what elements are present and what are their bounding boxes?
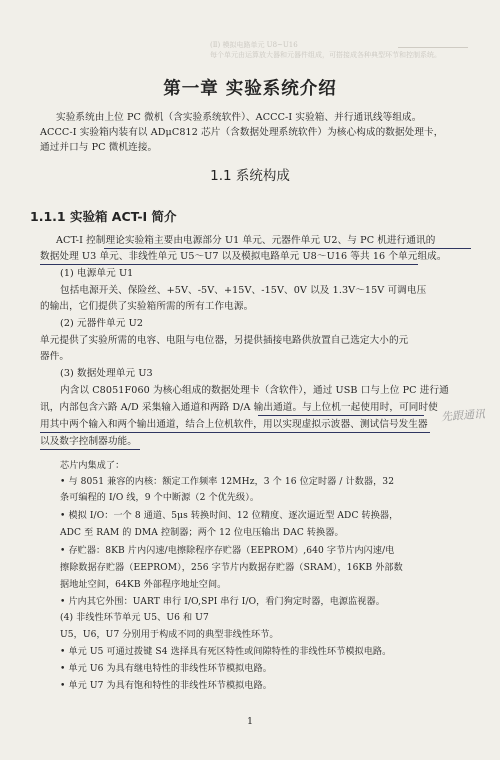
u1-heading: (1) 电源单元 U1	[60, 268, 134, 279]
handwritten-note: 先跟通讯	[440, 407, 486, 424]
chip-bullet-line: ADC 至 RAM 的 DMA 控制器；两个 12 位电压输出 DAC 转换器。	[60, 528, 344, 538]
u4-bullet: • 单元 U5 可通过拨键 S4 选择具有死区特性或间隙特性的非线性环节模拟电路。	[60, 647, 392, 657]
chip-bullet-line: • 与 8051 兼容的内核：额定工作频率 12MHz，3 个 16 位定时器 / 计数器，32	[60, 477, 395, 487]
bleed-through-line: (Ⅱ) 模拟电路单元 U8~U16	[210, 41, 298, 49]
u4-heading: (4) 非线性环节单元 U5、U6 和 U7	[60, 613, 209, 623]
u2-heading: (2) 元器件单元 U2	[60, 318, 144, 329]
chip-heading: 芯片内集成了：	[60, 461, 125, 471]
pen-underline	[40, 432, 430, 433]
intro-line-2: ACCC-I 实验箱内装有以 ADμC812 芯片（含数据处理系统软件）为核心构成的数据处理卡，	[40, 127, 444, 138]
chip-bullet-line: • 存贮器：8KB 片内闪速/电擦除程序存贮器（EEPROM）,640 字节片内闪速/电	[60, 546, 395, 556]
subsection-title: 1.1.1 实验箱 ACT-I 简介	[30, 209, 177, 224]
chip-bullet-line: • 模拟 I/O：一个 8 通道、5μs 转换时间、12 位精度、逐次逼近型 ADC 转换器，	[60, 511, 399, 521]
u3-line-2: 讯，内部包含六路 A/D 采集输入通道和两路 D/A 输出通道。与上位机一起使用时，可同时使	[40, 402, 438, 413]
u2-line-1: 单元提供了实验所需的电容、电阻与电位器，另提供插接电路供放置自己选定大小的元	[40, 335, 409, 346]
pen-underline	[40, 449, 140, 450]
u3-line-3: 用其中两个输入和两个输出通道，结合上位机软件，用以实现虚拟示波器、测试信号发生器	[40, 419, 428, 430]
chip-bullet-line: 条可编程的 I/O 线，9 个中断源（2 个优先级）。	[60, 493, 260, 503]
u2-line-2: 器件。	[40, 351, 70, 362]
section-title: 1.1 系统构成	[210, 168, 290, 184]
intro-line-1: 实验系统由上位 PC 微机（含实验系统软件）、ACCC-I 实验箱、并行通讯线等组成。	[56, 112, 422, 123]
pen-underline	[104, 248, 471, 249]
para1-line-1: ACT-I 控制理论实验箱主要由电源部分 U1 单元、元器件单元 U2、与 PC 机进行通讯的	[56, 235, 436, 246]
pen-underline	[40, 264, 418, 265]
u1-line-1: 包括电源开关、保险丝、+5V、-5V、+15V、-15V、0V 以及 1.3V～15V 可调电压	[60, 285, 427, 296]
chapter-title: 第一章 实验系统介绍	[163, 79, 337, 99]
chip-bullet-line: 据地址空间，64KB 外部程序地址空间。	[60, 580, 227, 590]
u3-line-1: 内含以 C8051F060 为核心组成的数据处理卡（含软件），通过 USB 口与上位 PC 进行通	[60, 385, 449, 396]
bleed-through-line: 每个单元由运算放大器和元器件组成，可搭接成各种典型环节和控制系统。	[210, 51, 441, 59]
u4-bullet: • 单元 U6 为具有继电特性的非线性环节模拟电路。	[60, 664, 272, 674]
chip-bullet-line: • 片内其它外围：UART 串行 I/O,SPI 串行 I/O，看门狗定时器，电源监视器。	[60, 597, 385, 607]
page-number: 1	[246, 716, 254, 727]
bleed-through-text	[210, 40, 441, 60]
para1-line-2: 数据处理 U3 单元、非线性单元 U5～U7 以及模拟电路单元 U8～U16 等共 16 个单元组成。	[40, 251, 447, 262]
pen-underline	[258, 415, 424, 416]
intro-line-3: 通过并口与 PC 微机连接。	[40, 142, 158, 153]
u4-line-1: U5，U6，U7 分别用于构成不同的典型非线性环节。	[60, 630, 279, 640]
chip-bullet-line: 擦除数据存贮器（EEPROM），256 字节片内数据存贮器（SRAM），16KB 外部数	[60, 563, 403, 573]
u3-line-4: 以及数字控制器功能。	[40, 436, 137, 447]
u3-heading: (3) 数据处理单元 U3	[60, 368, 153, 379]
u4-bullet: • 单元 U7 为具有饱和特性的非线性环节模拟电路。	[60, 681, 272, 691]
u1-line-2: 的输出，它们提供了实验箱所需的所有工作电源。	[40, 301, 254, 312]
